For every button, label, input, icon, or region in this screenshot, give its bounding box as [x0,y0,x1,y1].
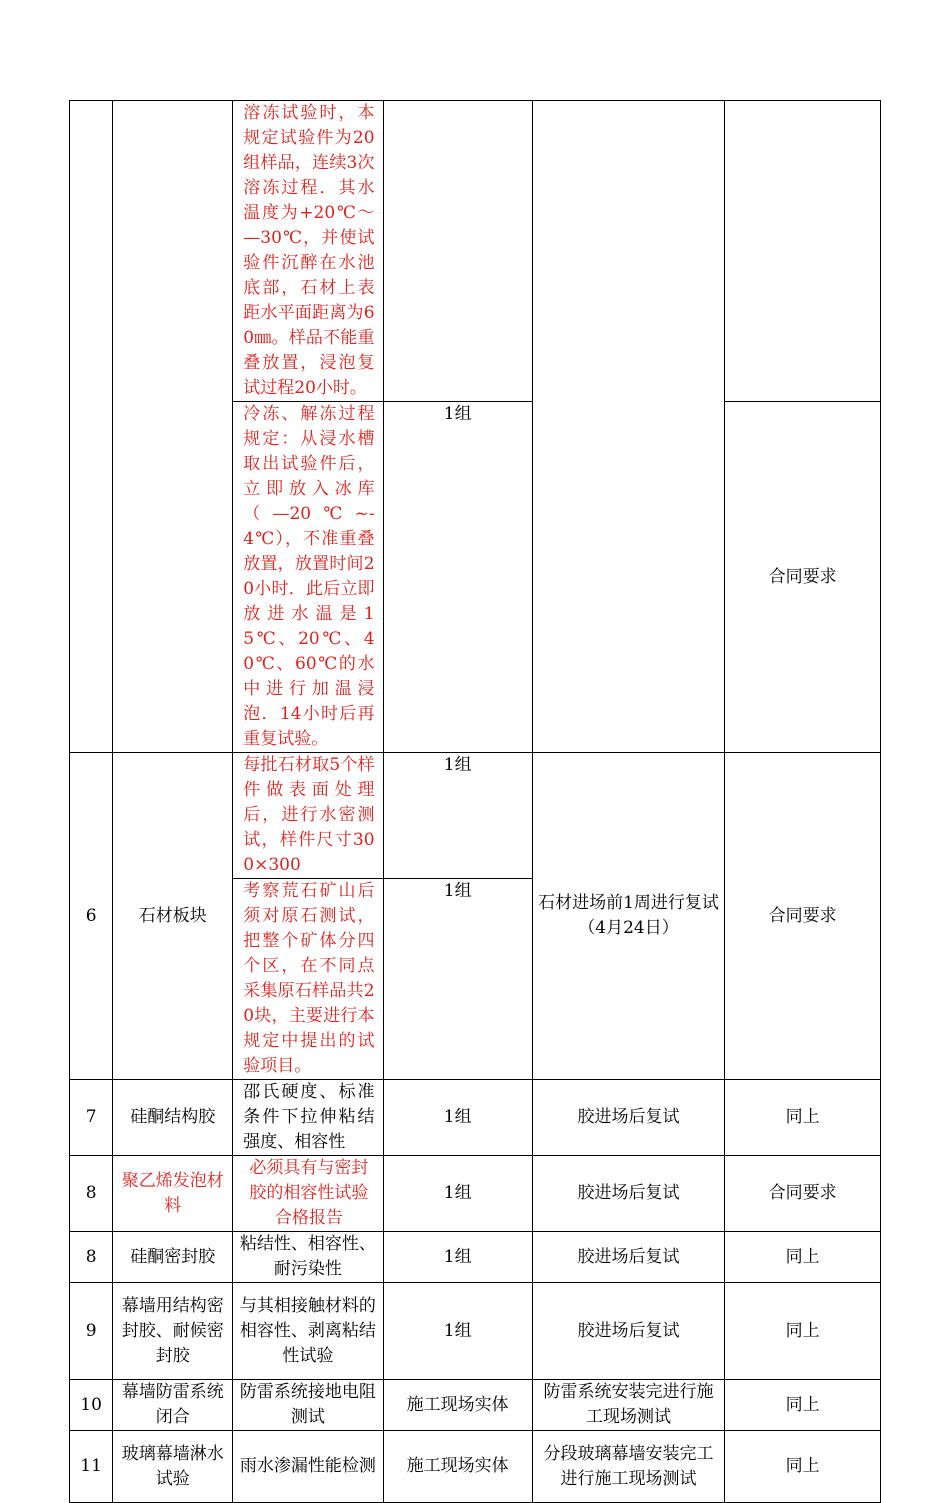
quantity-cell: 1组 [383,1283,532,1380]
quantity-cell: 施工现场实体 [383,1380,532,1431]
test-time-cell: 胶进场后复试 [532,1283,724,1380]
table-row [70,1431,881,1503]
test-description-cell: 与其相接触材料的相容性、剥离粘结性试验 [233,1283,383,1380]
item-name-cell: 石材板块 [113,753,233,1080]
quantity-cell: 1组 [383,1232,532,1283]
test-time-cell: 胶进场后复试 [532,1232,724,1283]
table-row [70,1283,881,1380]
requirement-cell: 合同要求 [725,1156,881,1232]
test-description-cell: 雨水渗漏性能检测 [233,1431,383,1503]
quantity-cell: 1组 [383,1156,532,1232]
requirement-cell: 合同要求 [725,402,881,753]
test-time-cell: 防雷系统安装完进行施工现场测试 [532,1380,724,1431]
requirement-cell: 同上 [725,1431,881,1503]
item-name-cell: 聚乙烯发泡材料 [113,1156,233,1232]
row-number-cell: 10 [70,1380,113,1431]
requirement-cell [725,101,881,402]
test-time-cell: 分段玻璃幕墙安装完工进行施工现场测试 [532,1431,724,1503]
item-name-cell: 硅酮结构胶 [113,1080,233,1156]
row-number-cell [70,101,113,753]
test-time-cell: 胶进场后复试 [532,1080,724,1156]
requirement-cell: 同上 [725,1080,881,1156]
quantity-cell: 1组 [383,1080,532,1156]
test-description-cell: 溶冻试验时，本规定试验件为20组样品，连续3次溶冻过程．其水温度为+20℃～—30℃，并使试验件沉醉在水池底部，石材上表距水平面距离为60㎜。样品不能重叠放置，浸泡复试过程20小时。 [233,101,383,402]
test-time-cell [532,101,724,753]
row-number-cell: 7 [70,1080,113,1156]
test-time-cell: 胶进场后复试 [532,1156,724,1232]
row-number-cell: 6 [70,753,113,1080]
item-name-cell: 硅酮密封胶 [113,1232,233,1283]
test-description-cell: 必须具有与密封胶的相容性试验合格报告 [233,1156,383,1232]
row-number-cell: 9 [70,1283,113,1380]
item-name-cell: 玻璃幕墙淋水试验 [113,1431,233,1503]
table-row [70,1156,881,1232]
requirement-cell: 合同要求 [725,753,881,1080]
quantity-cell: 施工现场实体 [383,1431,532,1503]
test-description-cell: 考察荒石矿山后须对原石测试，把整个矿体分四个区，在不同点采集原石样品共20块，主要进行本规定中提出的试验项目。 [233,879,383,1080]
test-description-cell: 每批石材取5个样件做表面处理后，进行水密测试，样件尺寸300×300 [233,753,383,879]
requirement-cell: 同上 [725,1283,881,1380]
requirement-cell: 同上 [725,1380,881,1431]
requirement-cell: 同上 [725,1232,881,1283]
row-number-cell: 11 [70,1431,113,1503]
row-number-cell: 8 [70,1232,113,1283]
test-requirements-table [69,100,881,1503]
table-row [70,753,881,879]
test-time-cell: 石材进场前1周进行复试（4月24日） [532,753,724,1080]
test-description-cell: 冷冻、解冻过程规定：从浸水槽取出试验件后，立即放入冰库（—20℃~-4℃），不准重叠放置，放置时间20小时．此后立即放进水温是15℃、20℃、40℃、60℃的水中进行加温浸泡．14小时后再重复试验。 [233,402,383,753]
table-row [70,101,881,402]
test-description-cell: 防雷系统接地电阻测试 [233,1380,383,1431]
test-description-cell: 邵氏硬度、标准条件下拉伸粘结强度、相容性 [233,1080,383,1156]
item-name-cell: 幕墙防雷系统闭合 [113,1380,233,1431]
quantity-cell: 1组 [383,879,532,1080]
table-row [70,1232,881,1283]
item-name-cell [113,101,233,753]
item-name-cell: 幕墙用结构密封胶、耐候密封胶 [113,1283,233,1380]
quantity-cell: 1组 [383,402,532,753]
test-description-cell: 粘结性、相容性、耐污染性 [233,1232,383,1283]
table-row [70,1080,881,1156]
row-number-cell: 8 [70,1156,113,1232]
quantity-cell: 1组 [383,753,532,879]
quantity-cell [383,101,532,402]
table-row [70,1380,881,1431]
